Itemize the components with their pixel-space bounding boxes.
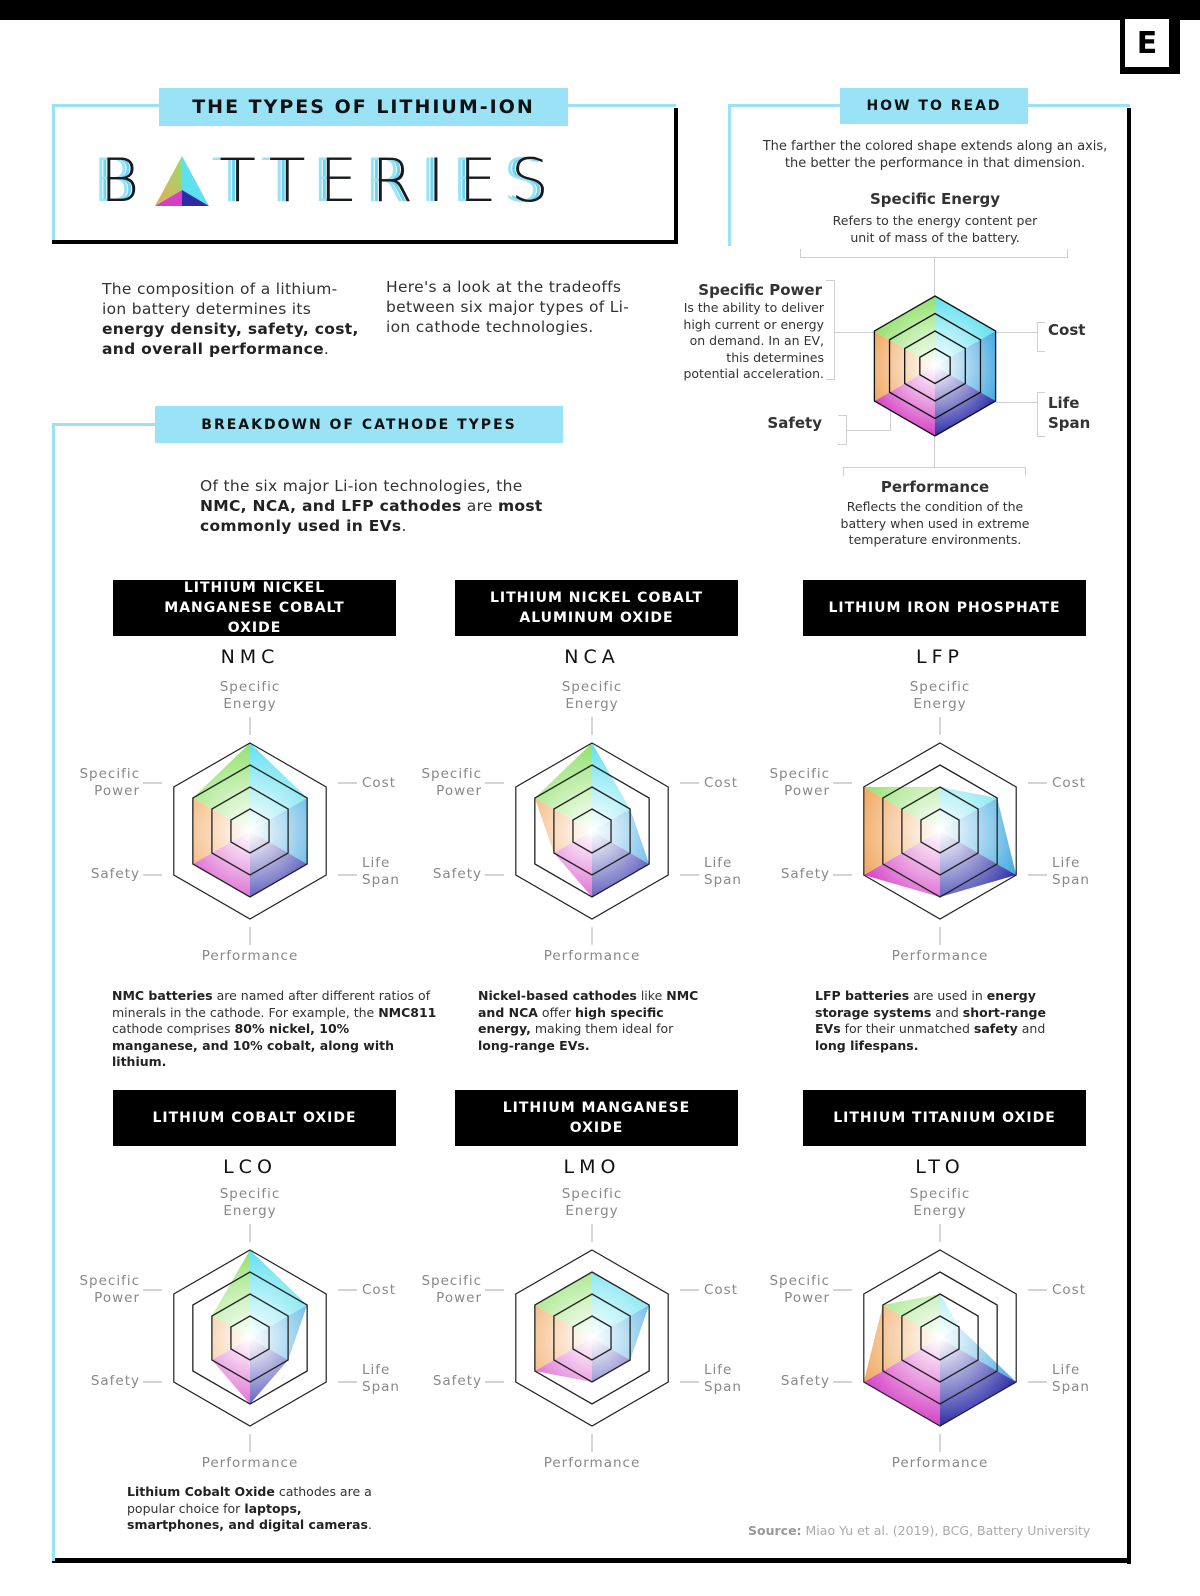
axis-label-specific-power-line: Power: [784, 783, 830, 799]
axis-label-specific-power-line: Specific: [421, 766, 482, 782]
axis-label-life-span-line: Life: [362, 1362, 391, 1378]
axis-label-specific-power-line: Power: [94, 1290, 140, 1306]
axis-label-cost: Cost: [362, 775, 397, 791]
breakdown-text-3: .: [401, 517, 407, 535]
axis-label-specific-energy-line: Energy: [565, 1203, 619, 1219]
description-segment: for their unmatched: [840, 1021, 974, 1036]
chart-title-lfp: LFP: [916, 646, 964, 668]
description-segment: safety: [973, 1021, 1018, 1036]
axis-label-specific-energy-line: Energy: [913, 1203, 967, 1219]
title-letter-b: B: [100, 146, 154, 216]
axis-label-specific-energy-line: Specific: [561, 1186, 623, 1202]
axis-label-specific-energy-line: Energy: [913, 696, 967, 712]
axis-label-specific-energy-line: Energy: [223, 1203, 277, 1219]
description-segment: are named after different ratios of minerals in the cathode. For example, the: [112, 988, 431, 1020]
source-text: Miao Yu et al. (2019), BCG, Battery University: [801, 1523, 1091, 1538]
axis-label-specific-energy-line: Energy: [565, 696, 619, 712]
description-segment: high specific energy,: [478, 1004, 664, 1036]
description-segment: making them ideal for: [530, 1021, 674, 1036]
axis-label-safety: Safety: [432, 866, 482, 882]
intro-text-end: .: [323, 340, 330, 358]
chart-title-lmo: LMO: [563, 1156, 621, 1178]
description-segment: NMC batteries: [112, 988, 213, 1003]
axis-label-specific-power-line: Specific: [769, 766, 830, 782]
category-box-lfp: LITHIUM IRON PHOSPHATE: [803, 580, 1086, 636]
chart-title-nmc: NMC: [220, 646, 280, 668]
description-segment: NMC811: [378, 1004, 437, 1020]
howto-intro: The farther the colored shape extends along an axis, the better the performance in that dimension.: [762, 139, 1108, 171]
breakdown-text-2: are: [461, 497, 498, 515]
axis-label-life-span-line: Life: [704, 1362, 733, 1378]
description-segment: Lithium Cobalt Oxide: [127, 1484, 275, 1499]
description-segment: Nickel-based cathodes: [478, 988, 637, 1003]
category-box-lco: LITHIUM COBALT OXIDE: [113, 1090, 396, 1146]
breakdown-tag: BREAKDOWN OF CATHODE TYPES: [155, 406, 563, 443]
axis-label-safety: Safety: [780, 866, 830, 882]
axis-label-life-span-line: Span: [1052, 1379, 1090, 1395]
axis-label-performance: Performance: [891, 1455, 989, 1471]
axis-label-cost: Cost: [704, 1282, 739, 1298]
axis-label-life-span-line: Life: [704, 855, 733, 871]
axis-label-life-span-line: Life: [1052, 1362, 1081, 1378]
axis-label-life-span-line: Life: [1052, 855, 1081, 871]
category-box-nmc: LITHIUM NICKEL MANGANESE COBALT OXIDE: [113, 580, 396, 636]
description-segment: offer: [537, 1004, 575, 1020]
axis-label-performance: Performance: [543, 948, 641, 964]
category-box-lmo: LITHIUM MANGANESE OXIDE: [455, 1090, 738, 1146]
description-segment: LFP batteries: [815, 988, 910, 1003]
axis-label-safety: Safety: [90, 1373, 140, 1389]
legend-lifespan-title: Life Span: [1048, 394, 1091, 432]
chart-title-lco: LCO: [223, 1156, 277, 1178]
legend-cost-title: Cost: [1048, 321, 1086, 339]
axis-label-specific-power-line: Specific: [421, 1273, 482, 1289]
intro-text: The composition of a lithium-ion battery determines its: [102, 280, 338, 318]
legend-performance-desc: Reflects the condition of the battery when used in extreme temperature environments.: [840, 499, 1030, 547]
axis-label-cost: Cost: [1052, 775, 1087, 791]
intro-bold: energy density, safety, cost, and overall performance: [102, 320, 359, 358]
axis-label-performance: Performance: [201, 948, 299, 964]
axis-label-life-span-line: Span: [704, 872, 742, 888]
logo-letter: E: [1125, 19, 1169, 67]
axis-label-life-span-line: Span: [362, 1379, 400, 1395]
intro-paragraph-2: Here's a look at the tradeoffs between six major types of Li-ion cathode technologies.: [386, 278, 630, 336]
axis-label-specific-power-line: Power: [436, 783, 482, 799]
axis-label-life-span-line: Span: [704, 1379, 742, 1395]
legend-specific-energy-title: Specific Energy: [870, 190, 1000, 208]
description-segment: like: [636, 988, 667, 1003]
axis-label-specific-energy-line: Specific: [219, 1186, 281, 1202]
axis-label-performance: Performance: [891, 948, 989, 964]
legend-safety-title: Safety: [767, 414, 822, 432]
axis-label-life-span-line: Life: [362, 855, 391, 871]
description-segment: 80% nickel, 10% manganese, and 10% cobalt, along with lithium.: [112, 1021, 394, 1069]
description-segment: .: [367, 1517, 372, 1532]
breakdown-bold-2: most commonly used in EVs: [200, 497, 543, 535]
breakdown-text: Of the six major Li-ion technologies, the: [200, 477, 523, 495]
category-box-lto: LITHIUM TITANIUM OXIDE: [803, 1090, 1086, 1146]
axis-label-specific-power-line: Specific: [769, 1273, 830, 1289]
axis-label-cost: Cost: [362, 1282, 397, 1298]
axis-label-specific-power-line: Power: [94, 783, 140, 799]
legend-specific-power-desc: Is the ability to deliver high current or energy on demand. In an EV, this determines potential acceleration.: [683, 300, 824, 381]
axis-label-specific-energy-line: Energy: [223, 696, 277, 712]
description-segment: and: [1017, 1021, 1046, 1036]
legend-performance-title: Performance: [880, 478, 990, 496]
chart-title-nca: NCA: [564, 646, 620, 668]
description-segment: are used in: [909, 988, 987, 1003]
description-segment: NMC and NCA: [478, 988, 699, 1020]
legend-specific-power-title: Specific Power: [698, 281, 822, 299]
axis-label-safety: Safety: [90, 866, 140, 882]
description-segment: laptops, smartphones, and digital cameras: [127, 1500, 368, 1532]
axis-label-safety: Safety: [432, 1373, 482, 1389]
axis-label-specific-power-line: Specific: [79, 766, 140, 782]
description-segment: cathode comprises: [112, 1021, 235, 1036]
category-box-nca: LITHIUM NICKEL COBALT ALUMINUM OXIDE: [455, 580, 738, 636]
axis-label-specific-power-line: Specific: [79, 1273, 140, 1289]
description-segment: short-range EVs: [815, 1004, 1046, 1036]
axis-label-specific-energy-line: Specific: [909, 1186, 971, 1202]
legend-specific-energy-desc: Refers to the energy content per unit of mass of the battery.: [832, 213, 1038, 245]
source-note: [748, 1523, 1090, 1538]
axis-label-performance: Performance: [543, 1455, 641, 1471]
axis-label-cost: Cost: [1052, 1282, 1087, 1298]
axis-label-specific-energy-line: Specific: [219, 679, 281, 695]
description-segment: long-range EVs.: [478, 1037, 590, 1053]
axis-label-performance: Performance: [201, 1455, 299, 1471]
axis-label-life-span-line: Span: [362, 872, 400, 888]
axis-label-cost: Cost: [704, 775, 739, 791]
axis-label-specific-energy-line: Specific: [561, 679, 623, 695]
title-rest: TTERIES: [219, 146, 563, 216]
description-segment: energy storage systems: [815, 988, 1036, 1020]
description-segment: and: [931, 1004, 963, 1020]
axis-label-specific-energy-line: Specific: [909, 679, 971, 695]
description-segment: long lifespans.: [815, 1037, 919, 1053]
subtitle-tag: THE TYPES OF LITHIUM-ION: [159, 88, 568, 126]
axis-label-life-span-line: Span: [1052, 872, 1090, 888]
axis-label-safety: Safety: [780, 1373, 830, 1389]
chart-title-lto: LTO: [915, 1156, 965, 1178]
description-segment: cathodes are a popular choice for: [127, 1484, 372, 1516]
axis-label-specific-power-line: Power: [436, 1290, 482, 1306]
axis-label-specific-power-line: Power: [784, 1290, 830, 1306]
howto-tag: HOW TO READ: [840, 88, 1028, 124]
breakdown-bold-1: NMC, NCA, and LFP cathodes: [200, 497, 462, 515]
source-label: Source:: [748, 1523, 802, 1538]
